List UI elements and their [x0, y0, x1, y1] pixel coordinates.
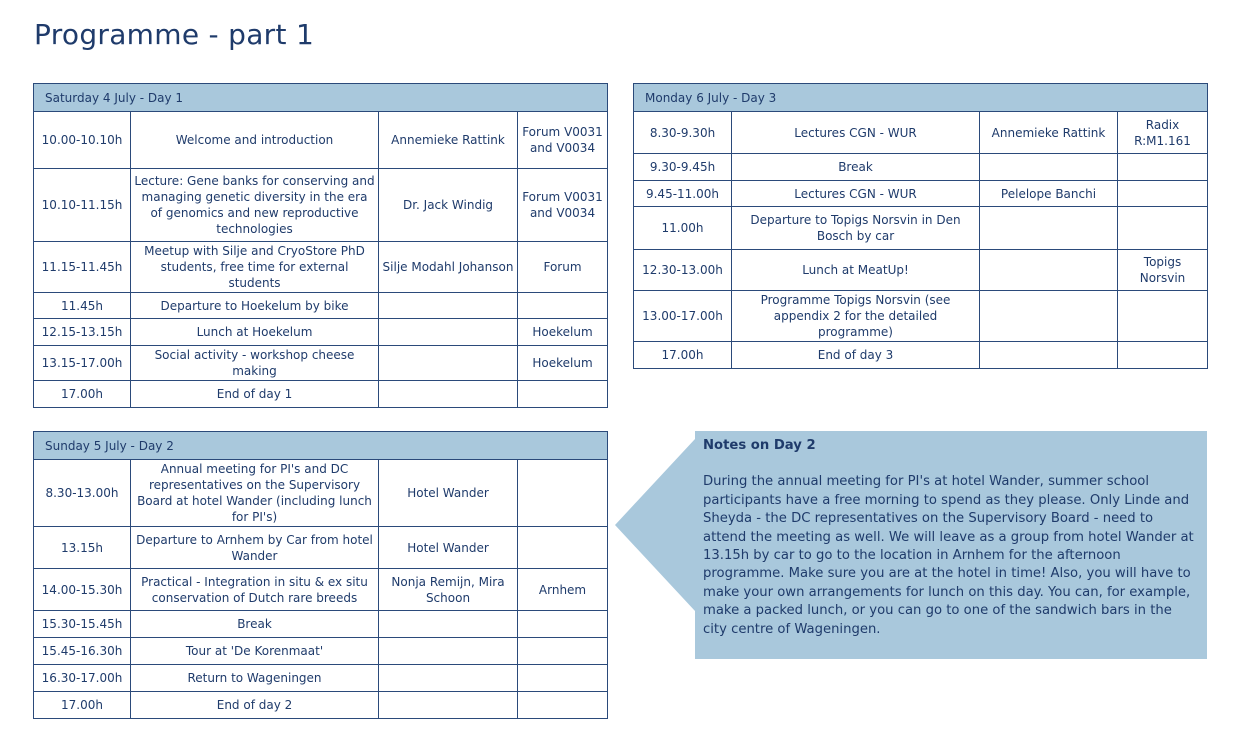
day-1-header: Saturday 4 July - Day 1 — [34, 84, 608, 112]
schedule-table-day-2 — [33, 431, 608, 719]
activity-cell: End of day 2 — [131, 692, 379, 719]
table-row — [634, 207, 1208, 250]
location-cell — [1118, 181, 1208, 207]
time-cell: 16.30-17.00h — [34, 665, 131, 692]
location-cell — [1118, 342, 1208, 369]
location-cell — [1118, 291, 1208, 342]
table-row — [34, 527, 608, 569]
location-cell: Radix R:M1.161 — [1118, 112, 1208, 154]
notes-text: During the annual meeting for PI's at hotel Wander, summer school participants have a free morning to spend as they please. Only Linde and Sheyda - the DC representatives on the Supervisory Board - need to attend the meeting as well. We will leave as a group from hotel Wander at 13.15h by car to go to the location in Arnhem for the afternoon programme. Make sure you are at the hotel in time! Also, you will have to make your own arrangements for lunch on this day. You can, for example, make a packed lunch, or you can go to one of the sandwich bars in the city centre of Wageningen. — [703, 474, 1194, 637]
activity-cell: Departure to Hoekelum by bike — [131, 293, 379, 319]
table-row — [34, 319, 608, 346]
activity-cell: Break — [732, 154, 980, 181]
time-cell: 14.00-15.30h — [34, 569, 131, 611]
time-cell: 13.00-17.00h — [634, 291, 732, 342]
person-cell: Pelelope Banchi — [980, 181, 1118, 207]
table-row — [34, 346, 608, 381]
location-cell: Forum V0031 and V0034 — [518, 112, 608, 169]
table-row — [34, 665, 608, 692]
location-cell: Forum — [518, 242, 608, 293]
location-cell: Arnhem — [518, 569, 608, 611]
time-cell: 9.45-11.00h — [634, 181, 732, 207]
time-cell: 11.00h — [634, 207, 732, 250]
person-cell — [980, 154, 1118, 181]
table-row — [634, 250, 1208, 291]
activity-cell: Lectures CGN - WUR — [732, 112, 980, 154]
person-cell — [379, 611, 518, 638]
person-cell: Silje Modahl Johanson — [379, 242, 518, 293]
location-cell — [518, 611, 608, 638]
activity-cell: Return to Wageningen — [131, 665, 379, 692]
activity-cell: End of day 1 — [131, 381, 379, 408]
activity-cell: Welcome and introduction — [131, 112, 379, 169]
location-cell — [1118, 154, 1208, 181]
time-cell: 15.30-15.45h — [34, 611, 131, 638]
time-cell: 10.10-11.15h — [34, 169, 131, 242]
activity-cell: Social activity - workshop cheese making — [131, 346, 379, 381]
person-cell — [980, 250, 1118, 291]
activity-cell: Break — [131, 611, 379, 638]
schedule-table-day-1 — [33, 83, 608, 408]
activity-cell: Practical - Integration in situ & ex situ conservation of Dutch rare breeds — [131, 569, 379, 611]
activity-cell: Annual meeting for PI's and DC representatives on the Supervisory Board at hotel Wander (including lunch for PI's) — [131, 460, 379, 527]
time-cell: 12.30-13.00h — [634, 250, 732, 291]
person-cell — [379, 319, 518, 346]
time-cell: 8.30-9.30h — [634, 112, 732, 154]
person-cell: Annemieke Rattink — [980, 112, 1118, 154]
table-row — [34, 638, 608, 665]
time-cell: 15.45-16.30h — [34, 638, 131, 665]
person-cell — [980, 291, 1118, 342]
activity-cell: Tour at 'De Korenmaat' — [131, 638, 379, 665]
time-cell: 17.00h — [34, 692, 131, 719]
location-cell — [518, 460, 608, 527]
time-cell: 13.15h — [34, 527, 131, 569]
table-row — [34, 460, 608, 527]
table-row — [34, 692, 608, 719]
time-cell: 9.30-9.45h — [634, 154, 732, 181]
table-row — [634, 112, 1208, 154]
activity-cell: Departure to Topigs Norsvin in Den Bosch by car — [732, 207, 980, 250]
time-cell: 13.15-17.00h — [34, 346, 131, 381]
location-cell: Forum V0031 and V0034 — [518, 169, 608, 242]
table-row — [34, 611, 608, 638]
table-row — [34, 242, 608, 293]
location-cell — [518, 665, 608, 692]
time-cell: 17.00h — [34, 381, 131, 408]
activity-cell: Lunch at Hoekelum — [131, 319, 379, 346]
person-cell — [379, 638, 518, 665]
table-row — [634, 291, 1208, 342]
location-cell — [518, 692, 608, 719]
table-row — [34, 112, 608, 169]
notes-title: Notes on Day 2 — [703, 438, 816, 453]
activity-cell: Lectures CGN - WUR — [732, 181, 980, 207]
location-cell — [518, 638, 608, 665]
table-row — [34, 381, 608, 408]
person-cell: Annemieke Rattink — [379, 112, 518, 169]
person-cell: Hotel Wander — [379, 460, 518, 527]
location-cell: Hoekelum — [518, 346, 608, 381]
activity-cell: Programme Topigs Norsvin (see appendix 2 for the detailed programme) — [732, 291, 980, 342]
person-cell — [379, 346, 518, 381]
day-2-header: Sunday 5 July - Day 2 — [34, 432, 608, 460]
person-cell: Nonja Remijn, Mira Schoon — [379, 569, 518, 611]
location-cell: Hoekelum — [518, 319, 608, 346]
table-row — [634, 154, 1208, 181]
time-cell: 12.15-13.15h — [34, 319, 131, 346]
page-title: Programme - part 1 — [34, 18, 315, 51]
activity-cell: Lecture: Gene banks for conserving and managing genetic diversity in the era of genomics and new reproductive technologies — [131, 169, 379, 242]
table-row — [34, 169, 608, 242]
time-cell: 11.15-11.45h — [34, 242, 131, 293]
location-cell — [518, 293, 608, 319]
notes-callout — [615, 431, 1207, 659]
table-row — [634, 342, 1208, 369]
person-cell — [980, 207, 1118, 250]
day-3-header: Monday 6 July - Day 3 — [634, 84, 1208, 112]
location-cell — [1118, 207, 1208, 250]
activity-cell: Departure to Arnhem by Car from hotel Wander — [131, 527, 379, 569]
person-cell — [379, 665, 518, 692]
table-row — [34, 293, 608, 319]
person-cell — [379, 381, 518, 408]
time-cell: 11.45h — [34, 293, 131, 319]
activity-cell: Lunch at MeatUp! — [732, 250, 980, 291]
schedule-table-day-3 — [633, 83, 1208, 369]
person-cell — [980, 342, 1118, 369]
person-cell: Hotel Wander — [379, 527, 518, 569]
table-row — [634, 181, 1208, 207]
time-cell: 17.00h — [634, 342, 732, 369]
person-cell — [379, 293, 518, 319]
location-cell — [518, 527, 608, 569]
location-cell: Topigs Norsvin — [1118, 250, 1208, 291]
time-cell: 10.00-10.10h — [34, 112, 131, 169]
time-cell: 8.30-13.00h — [34, 460, 131, 527]
activity-cell: Meetup with Silje and CryoStore PhD students, free time for external students — [131, 242, 379, 293]
activity-cell: End of day 3 — [732, 342, 980, 369]
person-cell — [379, 692, 518, 719]
location-cell — [518, 381, 608, 408]
person-cell: Dr. Jack Windig — [379, 169, 518, 242]
table-row — [34, 569, 608, 611]
